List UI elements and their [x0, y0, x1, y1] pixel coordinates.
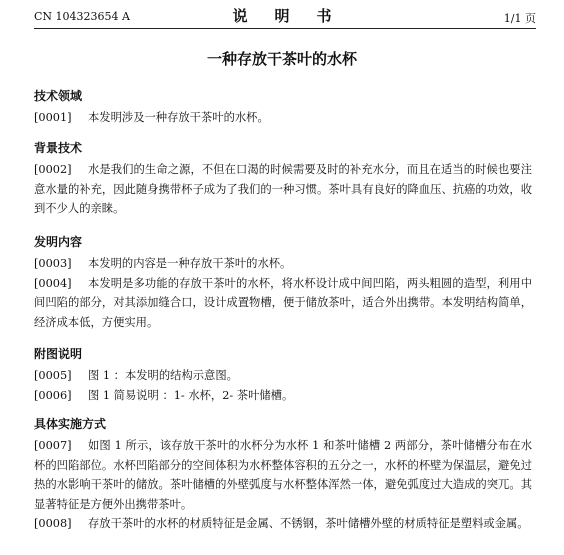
section-heading: 背景技术 — [34, 141, 83, 155]
section-technical-field — [34, 86, 532, 128]
section-heading: 发明内容 — [34, 235, 83, 249]
section-embodiments — [34, 414, 532, 534]
section-drawings — [34, 344, 532, 405]
section-background — [34, 138, 532, 219]
paragraph-text: 如图 1 所示，该存放干茶叶的水杯分为水杯 1 和茶叶储槽 2 两部分，茶叶储槽分布在水杯的凹陷部位。水杯凹陷部分的空间体积为水杯整体容积的五分之一，水杯的杯壁为保温层，避免过热的水影响干茶叶的储放。茶叶储槽的外壁弧度与水杯整体浑然一体，避免弧度过大造成的突兀。其显著特征是方便外出携带茶叶。 — [34, 439, 532, 511]
paragraph-text: 图 1 ：本发明的结构示意图。 — [88, 369, 238, 382]
paragraph — [34, 108, 532, 128]
paragraph — [34, 160, 532, 219]
paragraph-number: [0001] — [34, 111, 72, 124]
page-header — [34, 2, 536, 29]
paragraph-number: [0006] — [34, 388, 72, 402]
section-heading: 技术领域 — [34, 89, 83, 103]
section-heading: 具体实施方式 — [34, 417, 107, 431]
paragraph — [34, 514, 532, 534]
paragraph — [34, 366, 532, 386]
paragraph-number: [0008] — [34, 517, 72, 530]
paragraph-text: 水是我们的生命之源，不但在口渴的时候需要及时的补充水分，而且在适当的时候也要注意水量的补充，因此随身携带杯子成为了我们的一种习惯。茶叶具有良好的降血压、抗癌的功效，收到不少人的亲睐。 — [34, 163, 532, 215]
paragraph-text: 本发明的内容是一种存放干茶叶的水杯。 — [88, 257, 292, 270]
paragraph-number: [0007] — [34, 439, 72, 452]
paragraph-number: [0005] — [34, 369, 72, 382]
paragraph-number: [0002] — [34, 163, 72, 176]
paragraph — [34, 436, 532, 514]
paragraph-number: [0004] — [34, 276, 72, 290]
paragraph-text: 存放干茶叶的水杯的材质特征是金属、不锈钢，茶叶储槽外壁的材质特征是塑料或金属。 — [88, 517, 529, 530]
document-type: 说 明 书 — [232, 7, 338, 25]
document-title: 一种存放干茶叶的水杯 — [206, 50, 357, 68]
paragraph — [34, 254, 532, 274]
publication-number: CN 104323654 A — [34, 10, 130, 23]
paragraph-text: 图 1 简易说明 ：1- 水杯，2- 茶叶储槽。 — [88, 388, 294, 402]
page-number: 1/1 页 — [503, 12, 536, 25]
section-summary — [34, 232, 532, 332]
section-heading: 附图说明 — [34, 347, 83, 361]
paragraph — [34, 386, 532, 406]
paragraph-number: [0003] — [34, 257, 72, 270]
paragraph-text: 本发明是多功能的存放干茶叶的水杯，将水杯设计成中间凹陷，两头粗圆的造型，利用中间凹陷的部分，对其添加缝合口，设计成置物槽，便于储放茶叶，适合外出携带。本发明结构简单，经济成本低，方便实用。 — [34, 276, 532, 329]
paragraph — [34, 274, 532, 333]
paragraph-text: 本发明涉及一种存放干茶叶的水杯。 — [88, 111, 269, 124]
